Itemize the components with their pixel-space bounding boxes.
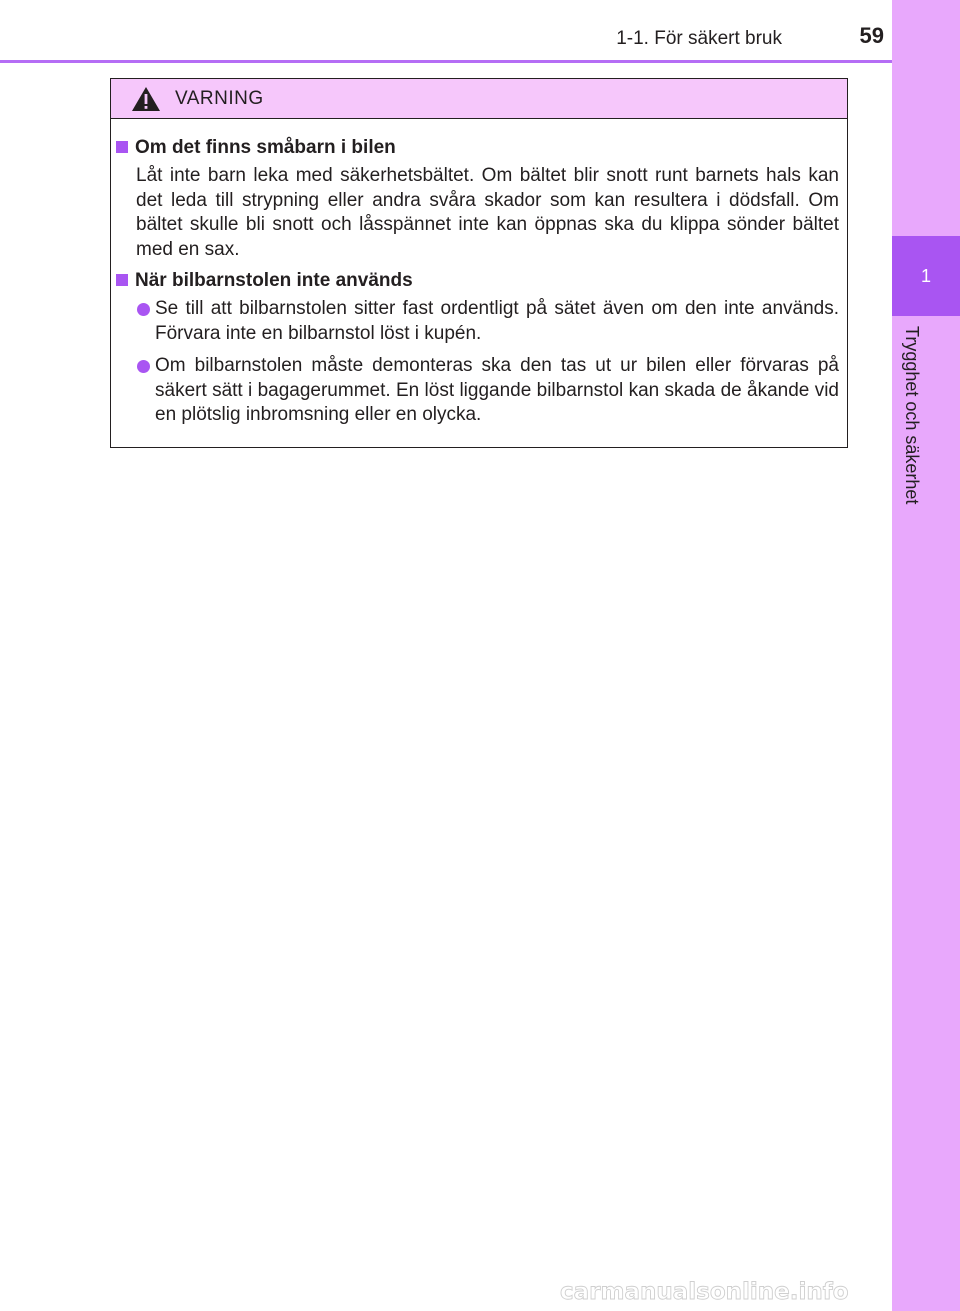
section-heading bbox=[111, 136, 847, 160]
list-item-text: Om bilbarnstolen måste demonteras ska den tas ut ur bilen eller förvaras på säkert sätt i bagagerummet. En löst liggande bilbarnstol kan skada de åkande vid en plötslig inbromsning eller en olycka. bbox=[155, 355, 839, 425]
warning-title: VARNING bbox=[175, 87, 264, 109]
page-number: 59 bbox=[859, 23, 884, 48]
round-bullet-icon bbox=[137, 303, 150, 316]
list-item-text: Se till att bilbarnstolen sitter fast ordentligt på sätet även om den inte används. Förvara inte en bilbarnstol löst i kupén. bbox=[155, 298, 839, 344]
round-bullet-icon bbox=[137, 360, 150, 373]
warning-box bbox=[110, 78, 848, 448]
section-title: 1-1. För säkert bruk bbox=[616, 28, 782, 49]
chapter-number: 1 bbox=[892, 236, 960, 316]
section-heading-text: Om det finns småbarn i bilen bbox=[135, 137, 396, 158]
section-paragraph: Låt inte barn leka med säkerhetsbältet. Om bältet blir snott runt barnets hals kan det leda till strypning eller andra svåra skador som kan resultera i dödsfall. Om bältet skulle bli snott och låsspännet inte kan öppnas ska du klippa sönder bältet med en sax. bbox=[136, 165, 839, 260]
list-item bbox=[155, 297, 839, 346]
warning-header bbox=[111, 79, 847, 119]
section-unused-child-seat bbox=[111, 269, 847, 428]
side-tab bbox=[892, 0, 960, 1311]
warning-triangle-icon bbox=[131, 86, 161, 112]
square-bullet-icon bbox=[116, 141, 128, 153]
section-heading bbox=[111, 269, 847, 293]
section-heading-text: När bilbarnstolen inte används bbox=[135, 270, 413, 291]
square-bullet-icon bbox=[116, 274, 128, 286]
list-item bbox=[155, 354, 839, 428]
section-small-children bbox=[111, 136, 847, 262]
watermark-text: carmanualsonline.info bbox=[560, 1279, 849, 1305]
header-rule bbox=[0, 60, 892, 63]
chapter-title: Trygghet och säkerhet bbox=[902, 326, 922, 505]
watermark-logo bbox=[560, 1276, 890, 1306]
